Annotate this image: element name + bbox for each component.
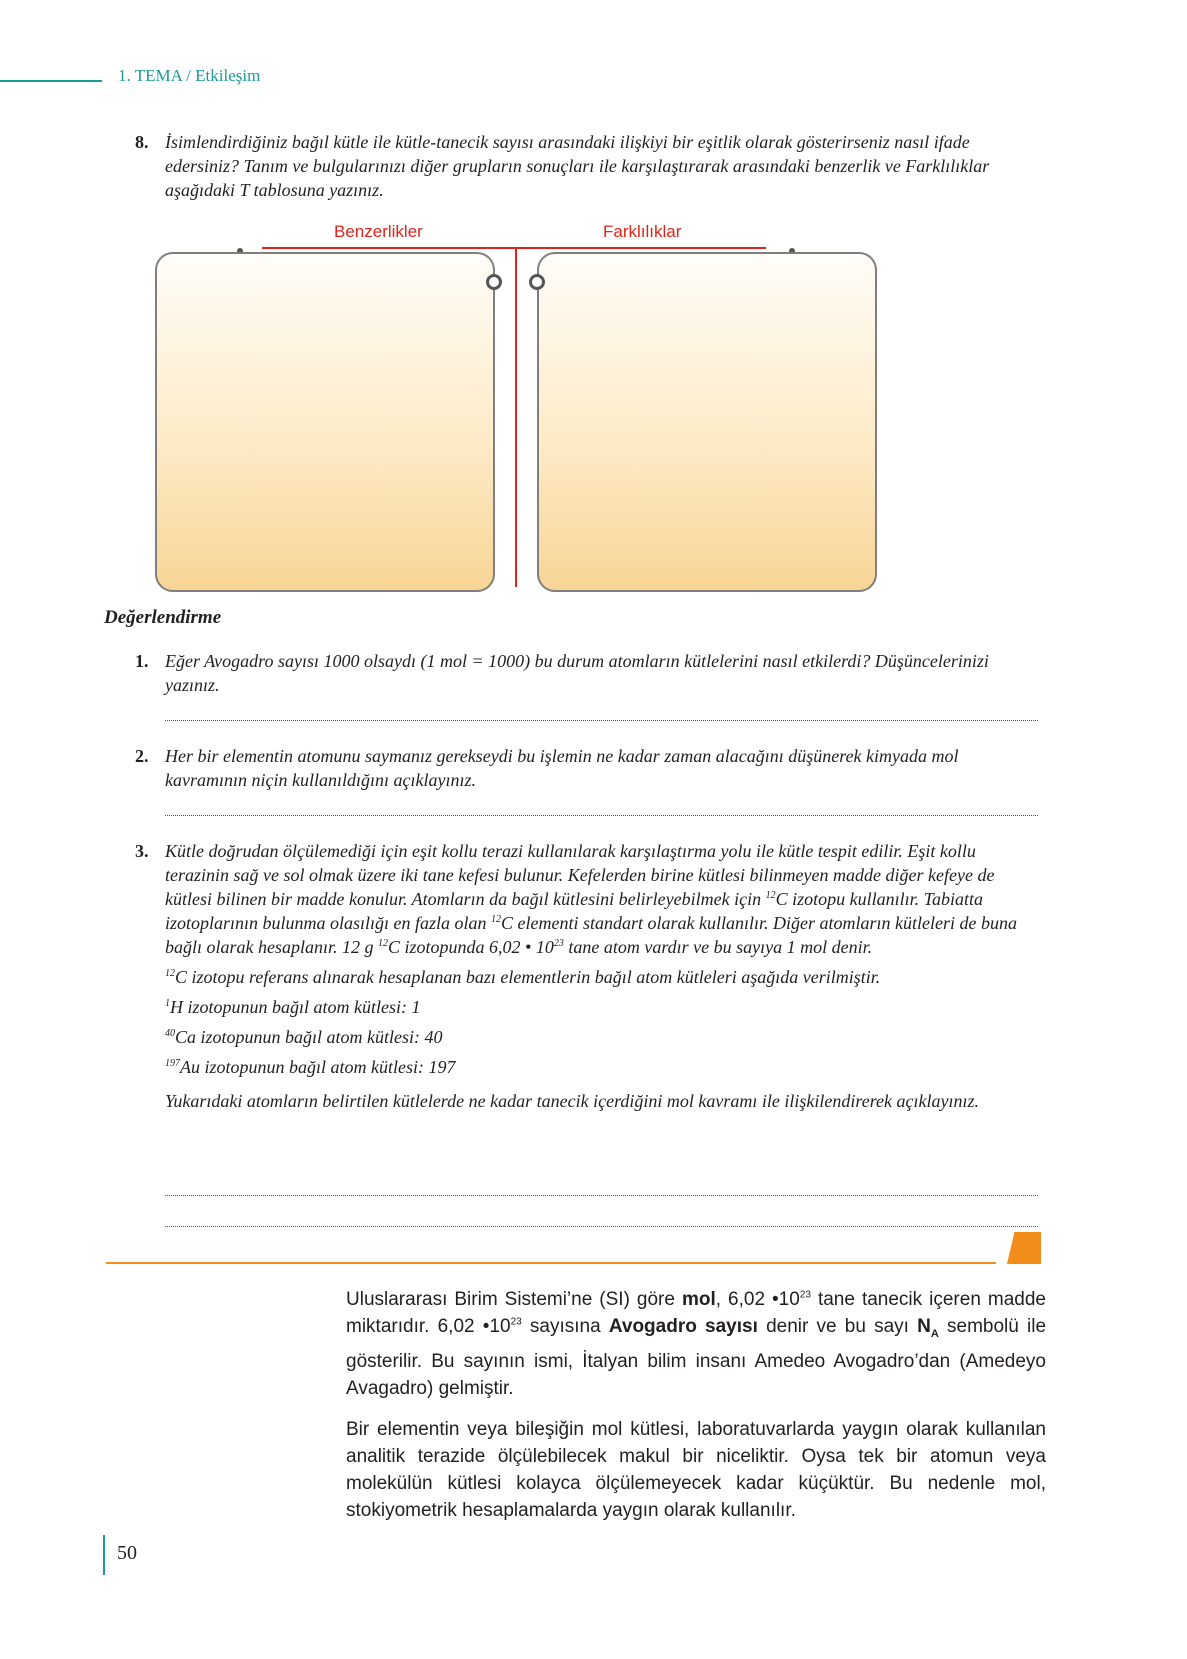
answer-line[interactable] bbox=[165, 1195, 1038, 1196]
similarities-panel[interactable] bbox=[155, 252, 495, 592]
question-text: Her bir elementin atomunu saymanız gerekseydi bu işlemin ne kadar zaman alacağını düşünerek kimyada mol kavramının niçin kullanıldığını açıklayınız. bbox=[165, 746, 959, 790]
t-table-horizontal-line bbox=[262, 247, 766, 249]
orange-corner-marker bbox=[1007, 1232, 1041, 1264]
info-paragraph: Uluslararası Birim Sistemi’ne (SI) göre mol, 6,02 $•10^{23}$ tane tanecik içeren madde miktarıdır. 6,02 $•10^{23}$ sayısına Avogadro sayısı denir ve bu sayı $N_A$ sembolü ile gösterilir. Bu sayının ismi, İtalyan bilim insanı Amedeo Avogadro’dan (Amedeyo Avagadro) gelmiştir. bbox=[346, 1289, 1047, 1399]
question-paragraph: Kütle doğrudan ölçülemediği için eşit kollu terazi kullanılarak karşılaştırma yolu ile kütle tespit edilir. Eşit kollu terazinin sağ ve sol olmak üzere iki tane kefesi bulunur. Kefelerden birine kütlesi bilinmeyen madde diğer kefeye de kütlesi bilinen bir madde konulur. Atomların da bağıl kütlesini belirleyebilmek için $^{12}$C izotopu kullanılır. Tabiatta izotoplarının bulunma olasılığı en fazla olan $^{12}$C elementi standart olarak kullanılır. Diğer atomların kütleleri de buna bağlı olarak hesaplanır. 12 g $^{12}$C izotopunda 6,02 • $10^{23}$ tane atom vardır ve bu sayıya 1 mol denir. bbox=[165, 841, 1017, 957]
answer-line[interactable] bbox=[165, 720, 1038, 721]
footer-rule bbox=[103, 1535, 105, 1575]
info-box bbox=[346, 1286, 1046, 1524]
evaluation-question-2 bbox=[135, 744, 1040, 792]
t-table-right-label: Farklılıklar bbox=[603, 222, 682, 241]
question-8 bbox=[135, 130, 1040, 202]
evaluation-title: Değerlendirme bbox=[104, 607, 222, 628]
evaluation-question-1 bbox=[135, 649, 1040, 697]
question-paragraph: $^{12}$C izotopu referans alınarak hesaplanan bazı elementlerin bağıl atom kütleleri aşağıda verilmiştir. bbox=[165, 967, 881, 987]
answer-line[interactable] bbox=[165, 1226, 1038, 1227]
t-table-vertical-line bbox=[515, 247, 517, 587]
question-number: 8. bbox=[135, 132, 149, 152]
question-text: Eğer Avogadro sayısı 1000 olsaydı (1 mol = 1000) bu durum atomların kütlelerini nasıl etkilerdi? Düşüncelerinizi yazınız. bbox=[165, 651, 989, 695]
t-table-left-label: Benzerlikler bbox=[334, 222, 423, 241]
answer-line[interactable] bbox=[165, 815, 1038, 816]
question-paragraph: Yukarıdaki atomların belirtilen kütlelerde ne kadar tanecik içerdiğini mol kavramı ile ilişkilendirerek açıklayınız. bbox=[165, 1091, 979, 1111]
header-rule bbox=[0, 80, 102, 82]
ring-left bbox=[486, 274, 502, 290]
question-number: 2. bbox=[135, 746, 149, 766]
page-number: 50 bbox=[117, 1542, 137, 1564]
evaluation-question-3 bbox=[135, 839, 1040, 1113]
question-number: 3. bbox=[135, 841, 149, 861]
question-number: 1. bbox=[135, 651, 149, 671]
atom-mass-au: $^{197}$Au izotopunun bağıl atom kütlesi: 197 bbox=[165, 1057, 456, 1077]
differences-panel[interactable] bbox=[537, 252, 877, 592]
info-paragraph: Bir elementin veya bileşiğin mol kütlesi, laboratuvarlarda yaygın olarak kullanılan analitik terazide ölçülebilecek makul bir niceliktir. Oysa tek bir atomun veya molekülün kütlesi kolayca ölçülemeyecek kadar küçüktür. Bu nedenle mol, stokiyometrik hesaplamalarda yaygın olarak kullanılır. bbox=[346, 1418, 1046, 1521]
question-text: İsimlendirdiğiniz bağıl kütle ile kütle-tanecik sayısı arasındaki ilişkiyi bir eşitlik olarak gösterirseniz nasıl ifade edersiniz? Tanım ve bulgularınızı diğer grupların sonuçları ile karşılaştırarak arasındaki benzerlik ve Farklılıklar aşağıdaki T tablosuna yazınız. bbox=[165, 132, 990, 200]
ring-right bbox=[529, 274, 545, 290]
atom-mass-h: $^1$H izotopunun bağıl atom kütlesi: 1 bbox=[165, 997, 421, 1017]
info-separator bbox=[106, 1262, 996, 1264]
running-header: 1. TEMA / Etkileşim bbox=[118, 66, 261, 85]
atom-mass-ca: $^{40}$Ca izotopunun bağıl atom kütlesi: 40 bbox=[165, 1027, 443, 1047]
